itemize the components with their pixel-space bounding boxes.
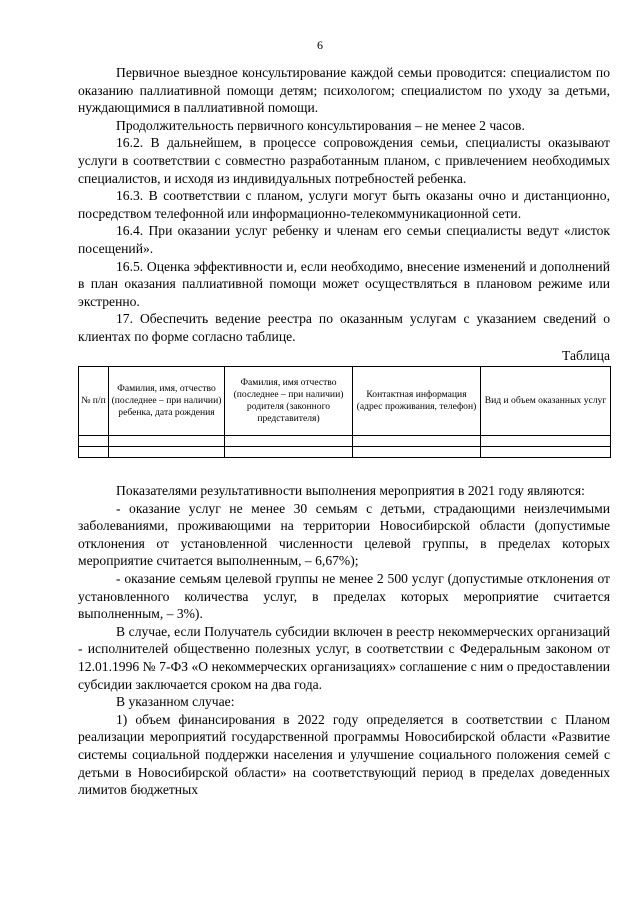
table-header-row (79, 367, 611, 436)
header-contact-info: Контактная информация (адрес проживания, телефон) (353, 367, 481, 436)
paragraph-16-3: 16.3. В соответствии с планом, услуги могут быть оказаны очно и дистанционно, посредством телефонной или информационно-телекоммуникационной сети. (78, 188, 610, 221)
paragraph-nco-registry: В случае, если Получатель субсидии включен в реестр некоммерческих организаций - исполнителей общественно полезных услуг, в соответствии с Федеральным законом от 12.01.1996 № 7-ФЗ «О некоммерческих организациях» соглашение с ним о предоставлении субсидии заключается сроком на два года. (78, 623, 610, 692)
paragraph-16-4: 16.4. При оказании услуг ребенку и членам его семьи специалисты ведут «листок посещений». (78, 223, 610, 256)
table-row (79, 436, 611, 447)
header-parent-name: Фамилия, имя отчество (последнее – при наличии) родителя (законного представителя) (225, 367, 353, 436)
paragraph-duration: Продолжительность первичного консультирования – не менее 2 часов. (116, 117, 525, 133)
table-caption: Таблица (562, 347, 610, 363)
paragraph-17: 17. Обеспечить ведение реестра по оказанным услугам с указанием сведений о клиентах по форме согласно таблице. (78, 311, 610, 344)
page-number: 6 (317, 38, 323, 52)
document-body (78, 64, 610, 799)
paragraph-financing: 1) объем финансирования в 2022 году определяется в соответствии с Планом реализации мероприятий государственной программы Новосибирской области «Развитие системы социальной поддержки населения и улучшение социального положения семей с детьми в Новосибирской области» на соответствующий период в пределах доведенных лимитов бюджетных (78, 711, 610, 798)
header-services: Вид и объем оказанных услуг (481, 367, 611, 436)
paragraph-in-this-case: В указанном случае: (116, 694, 235, 710)
table-row (79, 447, 611, 458)
paragraph-16-2: 16.2. В дальнейшем, в процессе сопровождения семьи, специалисты оказывают услуги в соответствии с совместно разработанным планом, с привлечением необходимых специалистов, и исходя из индивидуальных потребностей ребенка. (78, 135, 610, 186)
header-child-name: Фамилия, имя, отчество (последнее – при наличии) ребенка, дата рождения (109, 367, 225, 436)
paragraph-indicators: Показателями результативности выполнения мероприятия в 2021 году являются: (116, 483, 585, 499)
header-number: № п/п (79, 367, 109, 436)
paragraph-indicator-services: - оказание семьям целевой группы не менее 2 500 услуг (допустимые отклонения от установленного количества услуг, в пределах которых мероприятие считается выполненным, – 3%). (78, 571, 610, 622)
registry-table (78, 366, 611, 458)
paragraph-16-5: 16.5. Оценка эффективности и, если необходимо, внесение изменений и дополнений в план оказания паллиативной помощи может осуществляться в плановом режиме или экстренно. (78, 258, 610, 309)
paragraph-indicator-families: - оказание услуг не менее 30 семьям с детьми, страдающими неизлечимыми заболеваниями, проживающими на территории Новосибирской области (допустимые отклонения от установленной численности целевой группы, в пределах которых мероприятие считается выполненным, – 6,67%); (78, 500, 610, 569)
paragraph-consultation: Первичное выездное консультирование каждой семьи проводится: специалистом по оказанию паллиативной помощи детям; психологом; специалистом по уходу за детьми, нуждающимися в паллиативной помощи. (78, 65, 610, 116)
